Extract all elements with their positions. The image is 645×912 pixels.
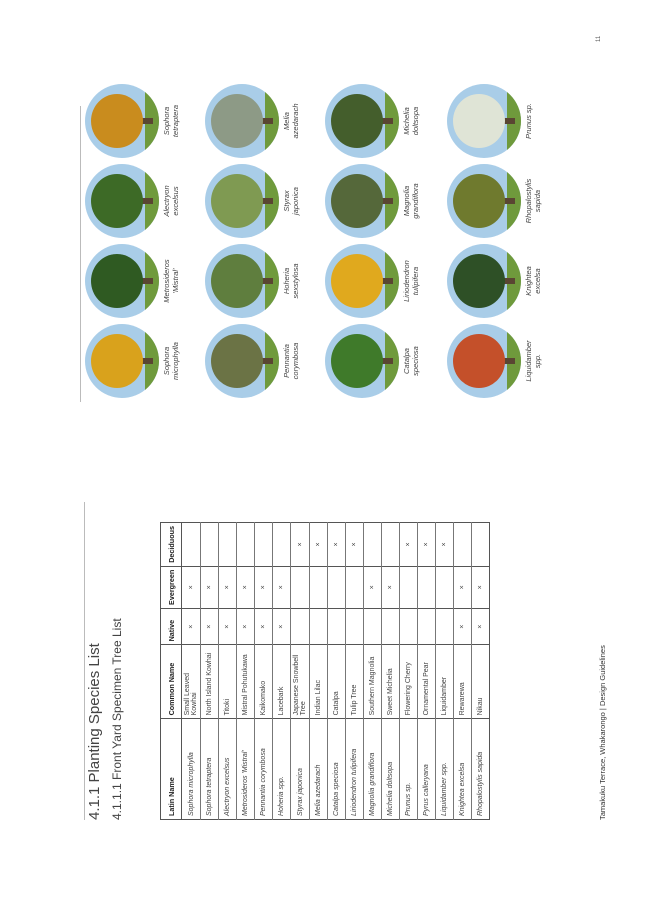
tree-caption-line2: 'Mistral' xyxy=(171,268,180,294)
tree-caption-line1: Knightea xyxy=(524,266,533,296)
evergreen-cell xyxy=(418,566,436,608)
evergreen-cell xyxy=(346,566,364,608)
tree-caption xyxy=(282,322,300,400)
tree-specimen xyxy=(325,82,420,160)
native-cell: × xyxy=(182,608,201,644)
tree-caption xyxy=(282,82,300,160)
latin-name-cell: Sophora microphylla xyxy=(182,719,201,820)
tree-caption-line2: sapida xyxy=(533,189,542,213)
common-name-cell: Small Leaved Kowhai xyxy=(182,645,201,719)
common-name-cell: Southern Magnolia xyxy=(364,645,382,719)
tree-specimen xyxy=(85,322,180,400)
tree-caption-line1: Michelia xyxy=(402,107,411,135)
evergreen-cell: × xyxy=(255,566,273,608)
native-cell xyxy=(364,608,382,644)
deciduous-cell xyxy=(273,523,291,567)
deciduous-cell: × xyxy=(291,523,310,567)
page-title: 4.1.1 Planting Species List xyxy=(86,643,103,820)
deciduous-cell xyxy=(255,523,273,567)
heading-rule xyxy=(84,502,85,820)
tree-photo xyxy=(205,324,279,398)
common-name-cell: Sweet Michelia xyxy=(382,645,400,719)
latin-name-cell: Knightea excelsa xyxy=(454,719,472,820)
tree-photo-crown xyxy=(331,334,383,388)
tree-caption-line2: corymbosa xyxy=(291,342,300,380)
tree-caption xyxy=(402,322,420,400)
tree-specimen xyxy=(325,242,420,320)
col-deciduous: Deciduous xyxy=(161,523,182,567)
deciduous-cell xyxy=(472,523,490,567)
tree-photo xyxy=(447,324,521,398)
deciduous-cell xyxy=(364,523,382,567)
tree-caption-line1: Styrax xyxy=(282,190,291,212)
tree-caption-line2: speciosa xyxy=(411,346,420,376)
table-row xyxy=(291,523,310,820)
deciduous-cell xyxy=(182,523,201,567)
table-row xyxy=(436,523,454,820)
tree-caption-line2: spp. xyxy=(533,353,542,369)
latin-name-cell: Alectryon excelsus xyxy=(219,719,237,820)
tree-caption xyxy=(402,162,420,240)
evergreen-cell: × xyxy=(454,566,472,608)
tree-caption-line2: tetraptera xyxy=(171,104,180,138)
tree-photo xyxy=(325,244,399,318)
evergreen-cell: × xyxy=(182,566,201,608)
species-table xyxy=(160,522,490,820)
tree-specimen xyxy=(447,242,542,320)
tree-photo xyxy=(205,164,279,238)
tree-specimen xyxy=(205,82,300,160)
evergreen-cell: × xyxy=(237,566,255,608)
deciduous-cell xyxy=(219,523,237,567)
table-row xyxy=(400,523,418,820)
tree-photo-crown xyxy=(331,254,383,308)
tree-caption xyxy=(162,322,180,400)
tree-caption xyxy=(282,162,300,240)
native-cell: × xyxy=(454,608,472,644)
common-name-cell: Mistral Pohutukawa xyxy=(237,645,255,719)
tree-photo-crown xyxy=(331,94,383,148)
tree-caption-line1: Liquidamber xyxy=(524,340,533,382)
evergreen-cell xyxy=(400,566,418,608)
tree-photo xyxy=(325,324,399,398)
evergreen-cell: × xyxy=(201,566,219,608)
common-name-cell: Flowering Cherry xyxy=(400,645,418,719)
native-cell xyxy=(310,608,328,644)
col-common-name: Common Name xyxy=(161,645,182,719)
latin-name-cell: Magnolia grandiflora xyxy=(364,719,382,820)
latin-name-cell: Catalpa speciosa xyxy=(328,719,346,820)
tree-specimen xyxy=(447,162,542,240)
tree-photo-crown xyxy=(91,334,143,388)
native-cell: × xyxy=(219,608,237,644)
tree-specimen xyxy=(325,162,420,240)
deciduous-cell: × xyxy=(418,523,436,567)
table-row xyxy=(382,523,400,820)
deciduous-cell xyxy=(382,523,400,567)
tree-specimen xyxy=(205,242,300,320)
page-subtitle: 4.1.1.1 Front Yard Specimen Tree List xyxy=(110,618,124,820)
tree-caption-line1: Alectryon xyxy=(162,185,171,217)
tree-caption xyxy=(524,322,542,400)
latin-name-cell: Rhopalostylis sapida xyxy=(472,719,490,820)
native-cell xyxy=(291,608,310,644)
tree-photo-crown xyxy=(91,94,143,148)
evergreen-cell xyxy=(291,566,310,608)
latin-name-cell: Pyrus calleryana xyxy=(418,719,436,820)
tree-photo xyxy=(447,164,521,238)
tree-caption-line1: Sophora xyxy=(162,106,171,136)
native-cell xyxy=(400,608,418,644)
tree-specimen xyxy=(205,322,300,400)
table-row xyxy=(201,523,219,820)
native-cell: × xyxy=(255,608,273,644)
deciduous-cell: × xyxy=(328,523,346,567)
latin-name-cell: Liriodendron tulipifera xyxy=(346,719,364,820)
tree-caption xyxy=(402,242,420,320)
common-name-cell: Lacebark xyxy=(273,645,291,719)
tree-caption xyxy=(524,82,533,160)
evergreen-cell: × xyxy=(382,566,400,608)
evergreen-cell: × xyxy=(472,566,490,608)
tree-caption xyxy=(524,162,542,240)
deciduous-cell: × xyxy=(310,523,328,567)
latin-name-cell: Styrax japonica xyxy=(291,719,310,820)
table-row xyxy=(219,523,237,820)
tree-photo-crown xyxy=(453,174,505,228)
tree-specimen xyxy=(205,162,300,240)
tree-photo-crown xyxy=(453,94,505,148)
tree-caption xyxy=(162,242,180,320)
native-cell: × xyxy=(273,608,291,644)
tree-caption-line1: Metrosideros xyxy=(162,259,171,303)
tree-caption xyxy=(162,82,180,160)
tree-caption-line2: azedarach xyxy=(291,103,300,139)
tree-photo-crown xyxy=(331,174,383,228)
deciduous-cell xyxy=(237,523,255,567)
table-row xyxy=(454,523,472,820)
col-evergreen: Evergreen xyxy=(161,566,182,608)
table-row xyxy=(273,523,291,820)
native-cell: × xyxy=(201,608,219,644)
table-row xyxy=(182,523,201,820)
tree-caption-line1: Hoheria xyxy=(282,267,291,295)
evergreen-cell: × xyxy=(364,566,382,608)
tree-photo-crown xyxy=(211,334,263,388)
tree-photo-crown xyxy=(211,174,263,228)
col-native: Native xyxy=(161,608,182,644)
tree-caption xyxy=(402,82,420,160)
tree-caption-line2: grandiflora xyxy=(411,183,420,219)
latin-name-cell: Liquidamber spp. xyxy=(436,719,454,820)
evergreen-cell xyxy=(310,566,328,608)
page-footer: Tamakuku Terrace, Whakarongo | Design Guidelines xyxy=(598,645,607,820)
tree-caption-line2: doltsopa xyxy=(411,106,420,136)
species-table-body xyxy=(182,523,490,820)
evergreen-cell: × xyxy=(273,566,291,608)
table-row xyxy=(472,523,490,820)
common-name-cell: Catalpa xyxy=(328,645,346,719)
native-cell: × xyxy=(237,608,255,644)
table-row xyxy=(346,523,364,820)
common-name-cell: Rewarewa xyxy=(454,645,472,719)
table-header-row xyxy=(161,523,182,820)
table-row xyxy=(237,523,255,820)
evergreen-cell: × xyxy=(219,566,237,608)
common-name-cell: Titoki xyxy=(219,645,237,719)
common-name-cell: Nikau xyxy=(472,645,490,719)
evergreen-cell xyxy=(328,566,346,608)
col-latin-name: Latin Name xyxy=(161,719,182,820)
tree-photo xyxy=(205,84,279,158)
tree-specimen xyxy=(85,162,180,240)
tree-caption-line2: microphylla xyxy=(171,342,180,380)
latin-name-cell: Pennantia corymbosa xyxy=(255,719,273,820)
common-name-cell: Indian Lilac xyxy=(310,645,328,719)
tree-caption-line2: excelsus xyxy=(171,186,180,216)
tree-photo xyxy=(85,324,159,398)
latin-name-cell: Hoheria spp. xyxy=(273,719,291,820)
tree-photo xyxy=(85,244,159,318)
tree-caption-line1: Rhopalostylis xyxy=(524,178,533,224)
grid-rule xyxy=(80,106,81,402)
native-cell xyxy=(328,608,346,644)
tree-caption xyxy=(282,242,300,320)
table-row xyxy=(418,523,436,820)
native-cell xyxy=(382,608,400,644)
tree-photo-crown xyxy=(91,254,143,308)
tree-photo xyxy=(205,244,279,318)
latin-name-cell: Michelia doltsopa xyxy=(382,719,400,820)
page-number: 11 xyxy=(596,35,602,42)
native-cell xyxy=(418,608,436,644)
latin-name-cell: Melia azedarach xyxy=(310,719,328,820)
tree-caption-line2: japonica xyxy=(291,187,300,215)
tree-photo xyxy=(85,84,159,158)
deciduous-cell xyxy=(454,523,472,567)
tree-caption xyxy=(162,162,180,240)
deciduous-cell: × xyxy=(400,523,418,567)
tree-caption-line1: Liriodendron xyxy=(402,260,411,302)
tree-specimen xyxy=(447,322,542,400)
tree-caption-line2: tulipifera xyxy=(411,266,420,296)
common-name-cell: Ornamental Pear xyxy=(418,645,436,719)
table-row xyxy=(364,523,382,820)
tree-caption-line2: sexstylosa xyxy=(291,263,300,299)
latin-name-cell: Prunus sp. xyxy=(400,719,418,820)
tree-specimen xyxy=(85,82,180,160)
common-name-cell: North Island Kowhai xyxy=(201,645,219,719)
tree-photo xyxy=(325,164,399,238)
tree-photo-crown xyxy=(211,94,263,148)
evergreen-cell xyxy=(436,566,454,608)
tree-caption-line1: Catalpa xyxy=(402,348,411,374)
tree-photo-crown xyxy=(211,254,263,308)
tree-caption xyxy=(524,242,542,320)
deciduous-cell xyxy=(201,523,219,567)
tree-photo xyxy=(85,164,159,238)
latin-name-cell: Metrosideros 'Mistral' xyxy=(237,719,255,820)
tree-photo-crown xyxy=(453,254,505,308)
table-row xyxy=(310,523,328,820)
tree-caption-line1: Pennantia xyxy=(282,344,291,378)
tree-photo xyxy=(447,244,521,318)
latin-name-cell: Sophora tetraptera xyxy=(201,719,219,820)
table-row xyxy=(328,523,346,820)
tree-photo-crown xyxy=(91,174,143,228)
common-name-cell: Japanese Snowbell Tree xyxy=(291,645,310,719)
tree-specimen xyxy=(85,242,180,320)
tree-photo-crown xyxy=(453,334,505,388)
tree-caption-line1: Sophora xyxy=(162,346,171,376)
tree-specimen xyxy=(325,322,420,400)
table-row xyxy=(255,523,273,820)
tree-specimen xyxy=(447,82,533,160)
tree-caption-line1: Melia xyxy=(282,112,291,130)
tree-caption-line2: excelsa xyxy=(533,268,542,294)
native-cell xyxy=(436,608,454,644)
tree-caption-line1: Prunus sp. xyxy=(524,103,533,139)
tree-photo xyxy=(325,84,399,158)
native-cell: × xyxy=(472,608,490,644)
deciduous-cell: × xyxy=(346,523,364,567)
common-name-cell: Tulip Tree xyxy=(346,645,364,719)
common-name-cell: Kaikomako xyxy=(255,645,273,719)
deciduous-cell: × xyxy=(436,523,454,567)
tree-caption-line1: Magnolia xyxy=(402,185,411,217)
native-cell xyxy=(346,608,364,644)
common-name-cell: Liquidamber xyxy=(436,645,454,719)
tree-photo xyxy=(447,84,521,158)
